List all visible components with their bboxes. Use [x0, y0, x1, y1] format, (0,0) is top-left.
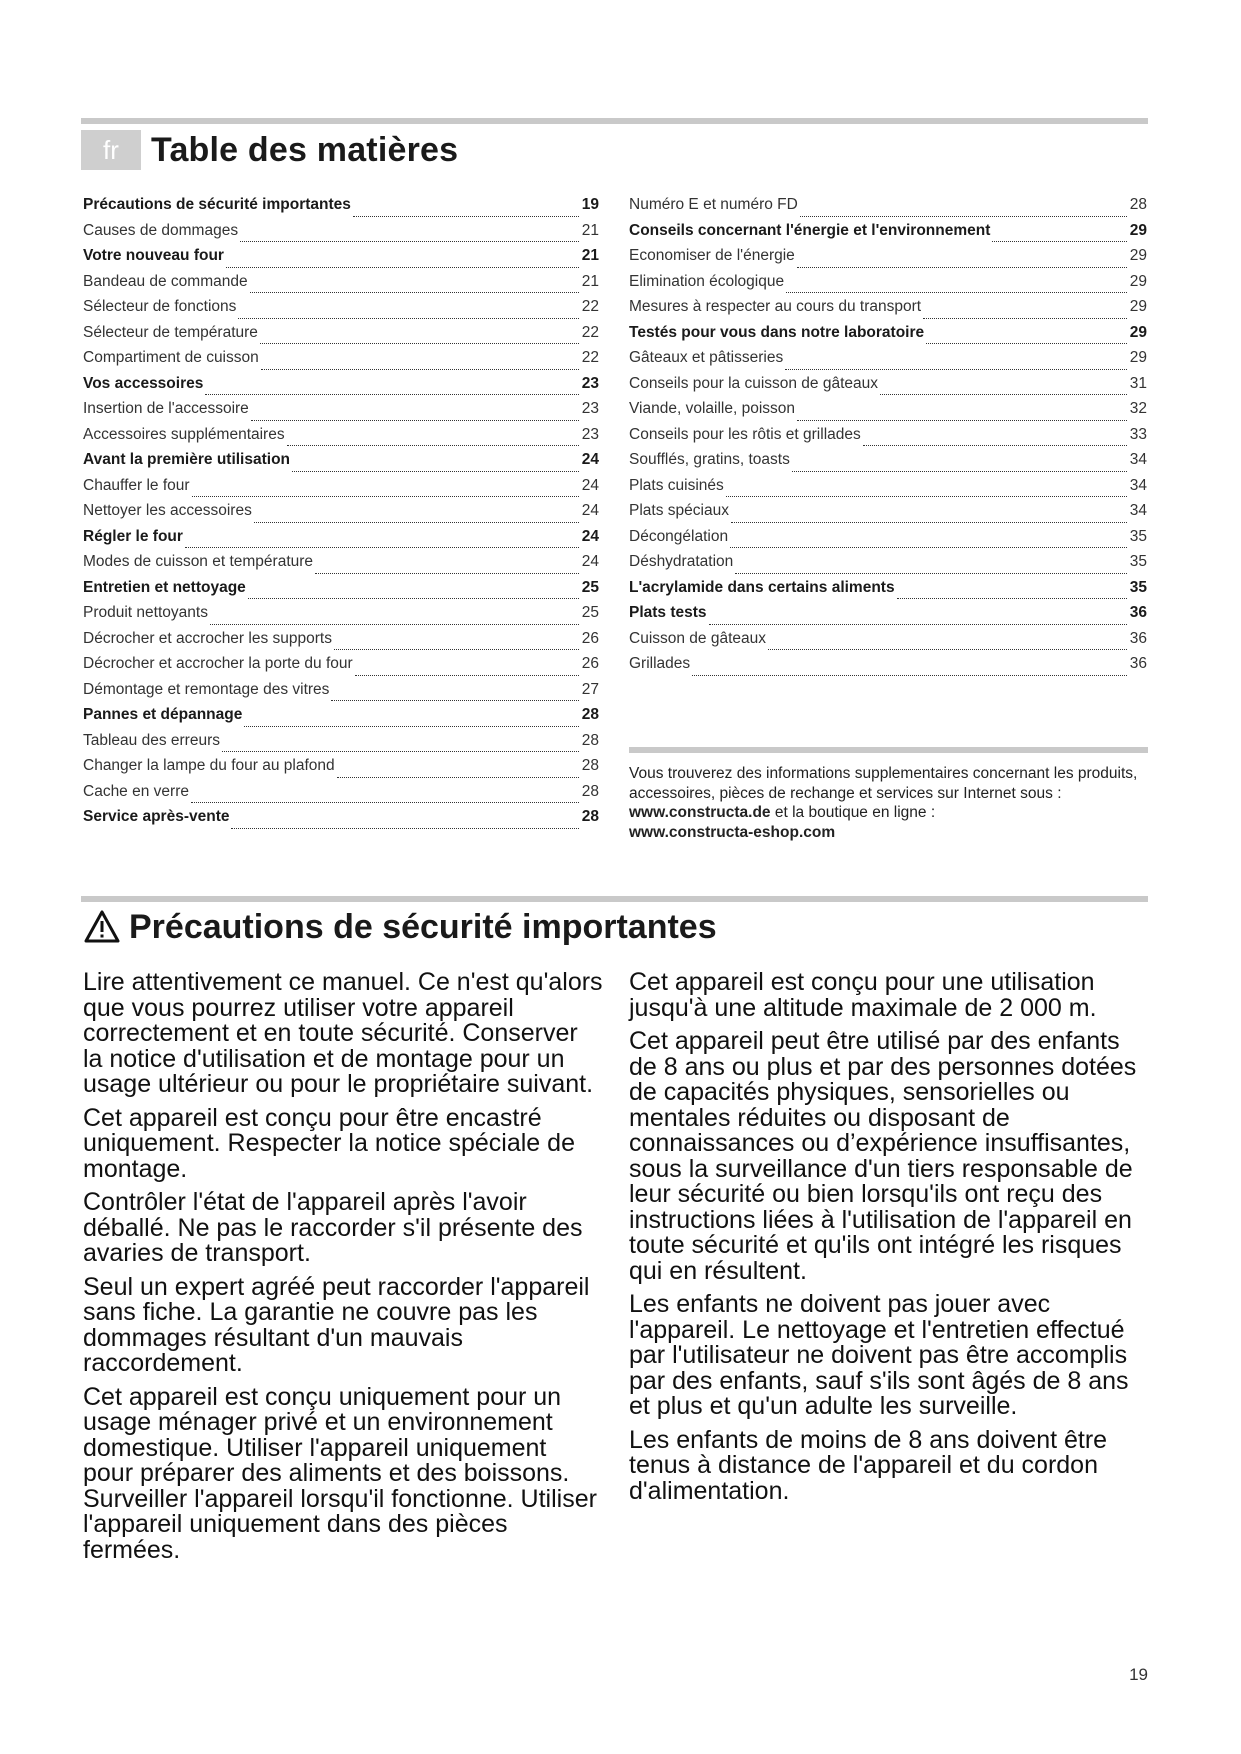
toc-entry-label: Pannes et dépannage [83, 706, 243, 723]
toc-leader-dots [191, 802, 579, 803]
toc-entry-page: 35 [1129, 553, 1147, 570]
toc-entry[interactable] [83, 400, 599, 426]
toc-entry[interactable] [629, 400, 1147, 426]
toc-entry-page: 36 [1129, 604, 1147, 621]
toc-entry-label: Testés pour vous dans notre laboratoire [629, 323, 925, 341]
toc-entry-label: Insertion de l'accessoire [83, 400, 249, 417]
note-text-before: Vous trouverez des informations supplementaires concernant les produits, accessoires, pièces de rechange et services sur Internet sous : [629, 765, 1138, 802]
toc-entry-label: Décrocher et accrocher la porte du four [83, 655, 353, 672]
toc-entry[interactable] [83, 375, 599, 401]
note-text-middle: et la boutique en ligne : [770, 804, 936, 821]
toc-entry-label: Vos accessoires [83, 374, 204, 392]
toc-leader-dots [726, 496, 1127, 497]
toc-entry[interactable] [83, 273, 599, 299]
safety-paragraph: Les enfants de moins de 8 ans doivent être tenus à distance de l'appareil et du cordon d'alimentation. [629, 1425, 1108, 1505]
toc-entry[interactable] [83, 604, 599, 630]
toc-entry-page: 22 [581, 298, 599, 315]
toc-leader-dots [334, 649, 579, 650]
toc-leader-dots [240, 241, 579, 242]
safety-paragraph: Seul un expert agréé peut raccorder l'appareil sans fiche. La garantie ne couvre pas les dommages résultant d'un mauvais raccordement. [83, 1272, 590, 1377]
toc-entry-label: Sélecteur de fonctions [83, 298, 237, 315]
toc-leader-dots [880, 394, 1127, 395]
toc-leader-dots [709, 624, 1127, 625]
toc-entry-page: 28 [581, 731, 599, 749]
toc-entry-label: Nettoyer les accessoires [83, 502, 252, 519]
toc-leader-dots [897, 598, 1127, 599]
toc-entry-page: 28 [581, 782, 599, 800]
toc-leader-dots [923, 318, 1127, 319]
section-header [83, 902, 717, 952]
toc-entry[interactable] [83, 324, 599, 350]
toc-leader-dots [185, 547, 579, 548]
toc-entry-label: L'acrylamide dans certains aliments [629, 578, 895, 596]
toc-leader-dots [353, 216, 579, 217]
toc-leader-dots [192, 496, 579, 497]
toc-entry-page: 35 [1129, 527, 1147, 545]
toc-leader-dots [863, 445, 1127, 446]
section-title: Précautions de sécurité importantes [129, 907, 717, 946]
toc-entry-label: Déshydratation [629, 553, 734, 570]
toc-leader-dots [792, 471, 1127, 472]
toc-leader-dots [261, 369, 579, 370]
toc-leader-dots [205, 394, 579, 395]
toc-leader-dots [730, 547, 1127, 548]
toc-entry[interactable] [83, 222, 599, 248]
toc-entry-page: 36 [1129, 655, 1147, 672]
toc-entry-label: Service après-vente [83, 808, 230, 825]
toc-entry-page: 26 [581, 629, 599, 647]
toc-leader-dots [800, 216, 1127, 217]
toc-entry[interactable] [629, 426, 1147, 452]
toc-leader-dots [735, 573, 1127, 574]
warning-icon [83, 909, 121, 945]
toc-entry-label: Causes de dommages [83, 221, 239, 239]
toc-entry-label: Modes de cuisson et température [83, 553, 314, 570]
toc-entry[interactable] [83, 502, 599, 528]
toc-entry-label: Cache en verre [83, 782, 189, 800]
safety-paragraph: Contrôler l'état de l'appareil après l'avoir déballé. Ne pas le raccorder s'il présente des avaries de transport. [83, 1188, 583, 1267]
safety-paragraph: Cet appareil est conçu uniquement pour un usage ménager privé et un environnement domestique. Utiliser l'appareil uniquement pour préparer des aliments et des boissons. Surveiller l'appareil lorsqu'il fonctionne. Utiliser l'appareil uniquement dans des pièces fermées. [83, 1382, 597, 1564]
toc-entry-page: 35 [1129, 578, 1147, 596]
toc-entry[interactable] [83, 298, 599, 324]
eshop-link[interactable]: www.constructa-eshop.com [629, 823, 836, 841]
safety-paragraph: Cet appareil est conçu pour être encastré uniquement. Respecter la notice spéciale de montage. [83, 1103, 575, 1183]
toc-entry-label: Entretien et nettoyage [83, 578, 246, 596]
toc-entry[interactable] [83, 477, 599, 503]
toc-leader-dots [768, 649, 1127, 650]
toc-leader-dots [292, 471, 579, 472]
safety-paragraph: Lire attentivement ce manuel. Ce n'est qu'alors que vous pourrez utiliser votre appareil correctement et en toute sécurité. Conserver la notice d'utilisation et de montage pour un usage ultérieur ou pour le propriétaire suivant. [83, 968, 603, 1098]
safety-paragraph: Cet appareil est conçu pour une utilisation jusqu'à une altitude maximale de 2 000 m. [629, 968, 1097, 1022]
toc-entry[interactable] [83, 732, 599, 758]
toc-entry-page: 24 [581, 553, 599, 570]
toc-entry-label: Conseils concernant l'énergie et l'environnement [629, 221, 991, 239]
toc-entry-label: Compartiment de cuisson [83, 349, 259, 366]
safety-right-column [629, 970, 1149, 1512]
toc-leader-dots [355, 675, 579, 676]
toc-entry-label: Elimination écologique [629, 272, 785, 290]
toc-entry[interactable] [629, 375, 1147, 401]
website-link[interactable]: www.constructa.de [629, 804, 771, 821]
toc-entry[interactable] [83, 808, 599, 834]
toc-entry-page: 28 [581, 706, 599, 723]
toc-entry-label: Gâteaux et pâtisseries [629, 349, 784, 366]
toc-leader-dots [251, 420, 579, 421]
toc-entry-label: Chauffer le four [83, 476, 190, 494]
info-note [629, 764, 1149, 842]
toc-entry-page: 29 [1129, 247, 1147, 264]
toc-leader-dots [226, 267, 579, 268]
toc-entry[interactable] [629, 553, 1147, 579]
toc-entry[interactable] [83, 757, 599, 783]
toc-entry-page: 29 [1129, 221, 1147, 239]
toc-entry[interactable] [629, 196, 1147, 222]
toc-entry-page: 32 [1129, 400, 1147, 417]
toc-entry-page: 27 [581, 680, 599, 698]
toc-entry[interactable] [629, 349, 1147, 375]
toc-entry-label: Plats cuisinés [629, 476, 724, 494]
toc-entry-page: 29 [1129, 298, 1147, 315]
page-title: Table des matières [151, 130, 459, 169]
toc-entry-page: 24 [581, 502, 599, 519]
toc-left-column [83, 196, 599, 834]
toc-entry-page: 34 [1129, 451, 1147, 468]
toc-entry-page: 21 [581, 221, 599, 239]
toc-leader-dots [222, 751, 579, 752]
toc-entry-label: Démontage et remontage des vitres [83, 680, 330, 698]
toc-entry[interactable] [83, 706, 599, 732]
toc-entry[interactable] [83, 553, 599, 579]
toc-entry[interactable] [629, 477, 1147, 503]
toc-leader-dots [786, 292, 1127, 293]
toc-leader-dots [260, 343, 579, 344]
toc-entry-page: 21 [581, 247, 599, 264]
toc-entry-page: 19 [581, 196, 599, 213]
toc-entry-label: Numéro E et numéro FD [629, 196, 798, 213]
toc-entry[interactable] [629, 324, 1147, 350]
toc-entry[interactable] [83, 349, 599, 375]
toc-entry[interactable] [629, 630, 1147, 656]
toc-entry[interactable] [629, 222, 1147, 248]
toc-entry-page: 28 [581, 757, 599, 774]
toc-entry-label: Cuisson de gâteaux [629, 629, 767, 647]
toc-entry-page: 33 [1129, 425, 1147, 443]
toc-entry[interactable] [83, 681, 599, 707]
header-rule [81, 118, 1148, 124]
toc-entry-page: 24 [581, 451, 599, 468]
note-rule [629, 747, 1148, 753]
toc-entry-page: 22 [581, 349, 599, 366]
toc-entry-label: Tableau des erreurs [83, 731, 220, 749]
toc-entry-label: Décongélation [629, 527, 729, 545]
safety-paragraph: Les enfants ne doivent pas jouer avec l'appareil. Le nettoyage et l'entretien effectué par l'utilisateur ne doivent pas être accomplis par des enfants, sauf s'ils sont âgés de 8 ans et plus et qu'un adulte les surveille. [629, 1290, 1129, 1420]
toc-entry-page: 29 [1129, 272, 1147, 290]
toc-entry-label: Economiser de l'énergie [629, 247, 795, 264]
toc-entry-page: 24 [581, 527, 599, 545]
toc-entry[interactable] [83, 196, 599, 222]
toc-entry[interactable] [629, 655, 1147, 681]
toc-entry-label: Plats tests [629, 604, 707, 621]
toc-entry[interactable] [629, 298, 1147, 324]
toc-entry-page: 34 [1129, 502, 1147, 519]
toc-entry[interactable] [83, 579, 599, 605]
toc-leader-dots [331, 700, 579, 701]
toc-entry-label: Soufflés, gratins, toasts [629, 451, 790, 468]
toc-entry-page: 23 [581, 374, 599, 392]
toc-entry-label: Bandeau de commande [83, 272, 248, 290]
toc-leader-dots [337, 777, 579, 778]
toc-entry-page: 29 [1129, 349, 1147, 366]
toc-entry-page: 29 [1129, 323, 1147, 341]
toc-entry[interactable] [83, 247, 599, 273]
toc-entry-page: 21 [581, 272, 599, 290]
toc-entry-page: 31 [1129, 374, 1147, 392]
toc-entry[interactable] [83, 783, 599, 809]
toc-leader-dots [250, 292, 579, 293]
toc-entry[interactable] [629, 528, 1147, 554]
toc-entry-page: 36 [1129, 629, 1147, 647]
toc-leader-dots [231, 828, 579, 829]
toc-entry[interactable] [629, 502, 1147, 528]
toc-entry[interactable] [629, 247, 1147, 273]
toc-entry-label: Plats spéciaux [629, 502, 729, 519]
page-number: 19 [1129, 1665, 1148, 1684]
toc-entry[interactable] [83, 451, 599, 477]
toc-entry-label: Conseils pour la cuisson de gâteaux [629, 374, 879, 392]
toc-leader-dots [210, 624, 579, 625]
toc-entry-label: Avant la première utilisation [83, 451, 291, 468]
toc-leader-dots [926, 343, 1127, 344]
safety-paragraph: Cet appareil peut être utilisé par des enfants de 8 ans ou plus et par des personnes dotées de capacités physiques, sensorielles ou mentales réduites ou disposant de connaissances ou d’expérience insuffisantes, sous la surveillance d'un tiers responsable de leur sécurité ou bien lorsqu'ils ont reçu des instructions liées à l'utilisation de l'appareil en toute sécurité et qu'ils ont intégré les risques qui en résultent. [629, 1027, 1137, 1285]
toc-leader-dots [248, 598, 579, 599]
toc-leader-dots [254, 522, 579, 523]
toc-entry[interactable] [629, 604, 1147, 630]
toc-leader-dots [785, 369, 1127, 370]
toc-entry-page: 24 [581, 476, 599, 494]
toc-entry-label: Viande, volaille, poisson [629, 400, 796, 417]
toc-entry-label: Précautions de sécurité importantes [83, 196, 351, 213]
toc-entry-label: Régler le four [83, 527, 183, 545]
toc-leader-dots [315, 573, 579, 574]
toc-entry-label: Mesures à respecter au cours du transport [629, 298, 922, 315]
toc-entry[interactable] [83, 655, 599, 681]
toc-leader-dots [797, 267, 1127, 268]
toc-entry-page: 26 [581, 655, 599, 672]
toc-entry-label: Conseils pour les rôtis et grillades [629, 425, 861, 443]
toc-entry-page: 28 [1129, 196, 1147, 213]
toc-leader-dots [797, 420, 1127, 421]
toc-entry-label: Changer la lampe du four au plafond [83, 757, 335, 774]
toc-entry-label: Grillades [629, 655, 691, 672]
toc-entry-label: Accessoires supplémentaires [83, 425, 285, 443]
toc-entry[interactable] [629, 579, 1147, 605]
toc-leader-dots [731, 522, 1127, 523]
toc-entry-page: 22 [581, 323, 599, 341]
language-badge: fr [81, 130, 141, 170]
toc-entry-page: 25 [581, 578, 599, 596]
toc-leader-dots [992, 241, 1127, 242]
toc-header [81, 128, 458, 172]
toc-entry[interactable] [83, 426, 599, 452]
toc-leader-dots [244, 726, 579, 727]
toc-entry-page: 28 [581, 808, 599, 825]
toc-entry-label: Votre nouveau four [83, 247, 224, 264]
toc-leader-dots [287, 445, 579, 446]
toc-leader-dots [238, 318, 579, 319]
toc-entry-page: 23 [581, 425, 599, 443]
toc-leader-dots [692, 675, 1127, 676]
toc-entry[interactable] [83, 630, 599, 656]
toc-right-column [629, 196, 1147, 681]
toc-entry[interactable] [629, 273, 1147, 299]
toc-entry-label: Sélecteur de température [83, 323, 258, 341]
toc-entry-label: Décrocher et accrocher les supports [83, 629, 332, 647]
toc-entry[interactable] [629, 451, 1147, 477]
toc-entry-page: 25 [581, 604, 599, 621]
toc-entry-page: 34 [1129, 476, 1147, 494]
safety-left-column [83, 970, 603, 1571]
toc-entry-page: 23 [581, 400, 599, 417]
toc-entry[interactable] [83, 528, 599, 554]
toc-entry-label: Produit nettoyants [83, 604, 208, 621]
